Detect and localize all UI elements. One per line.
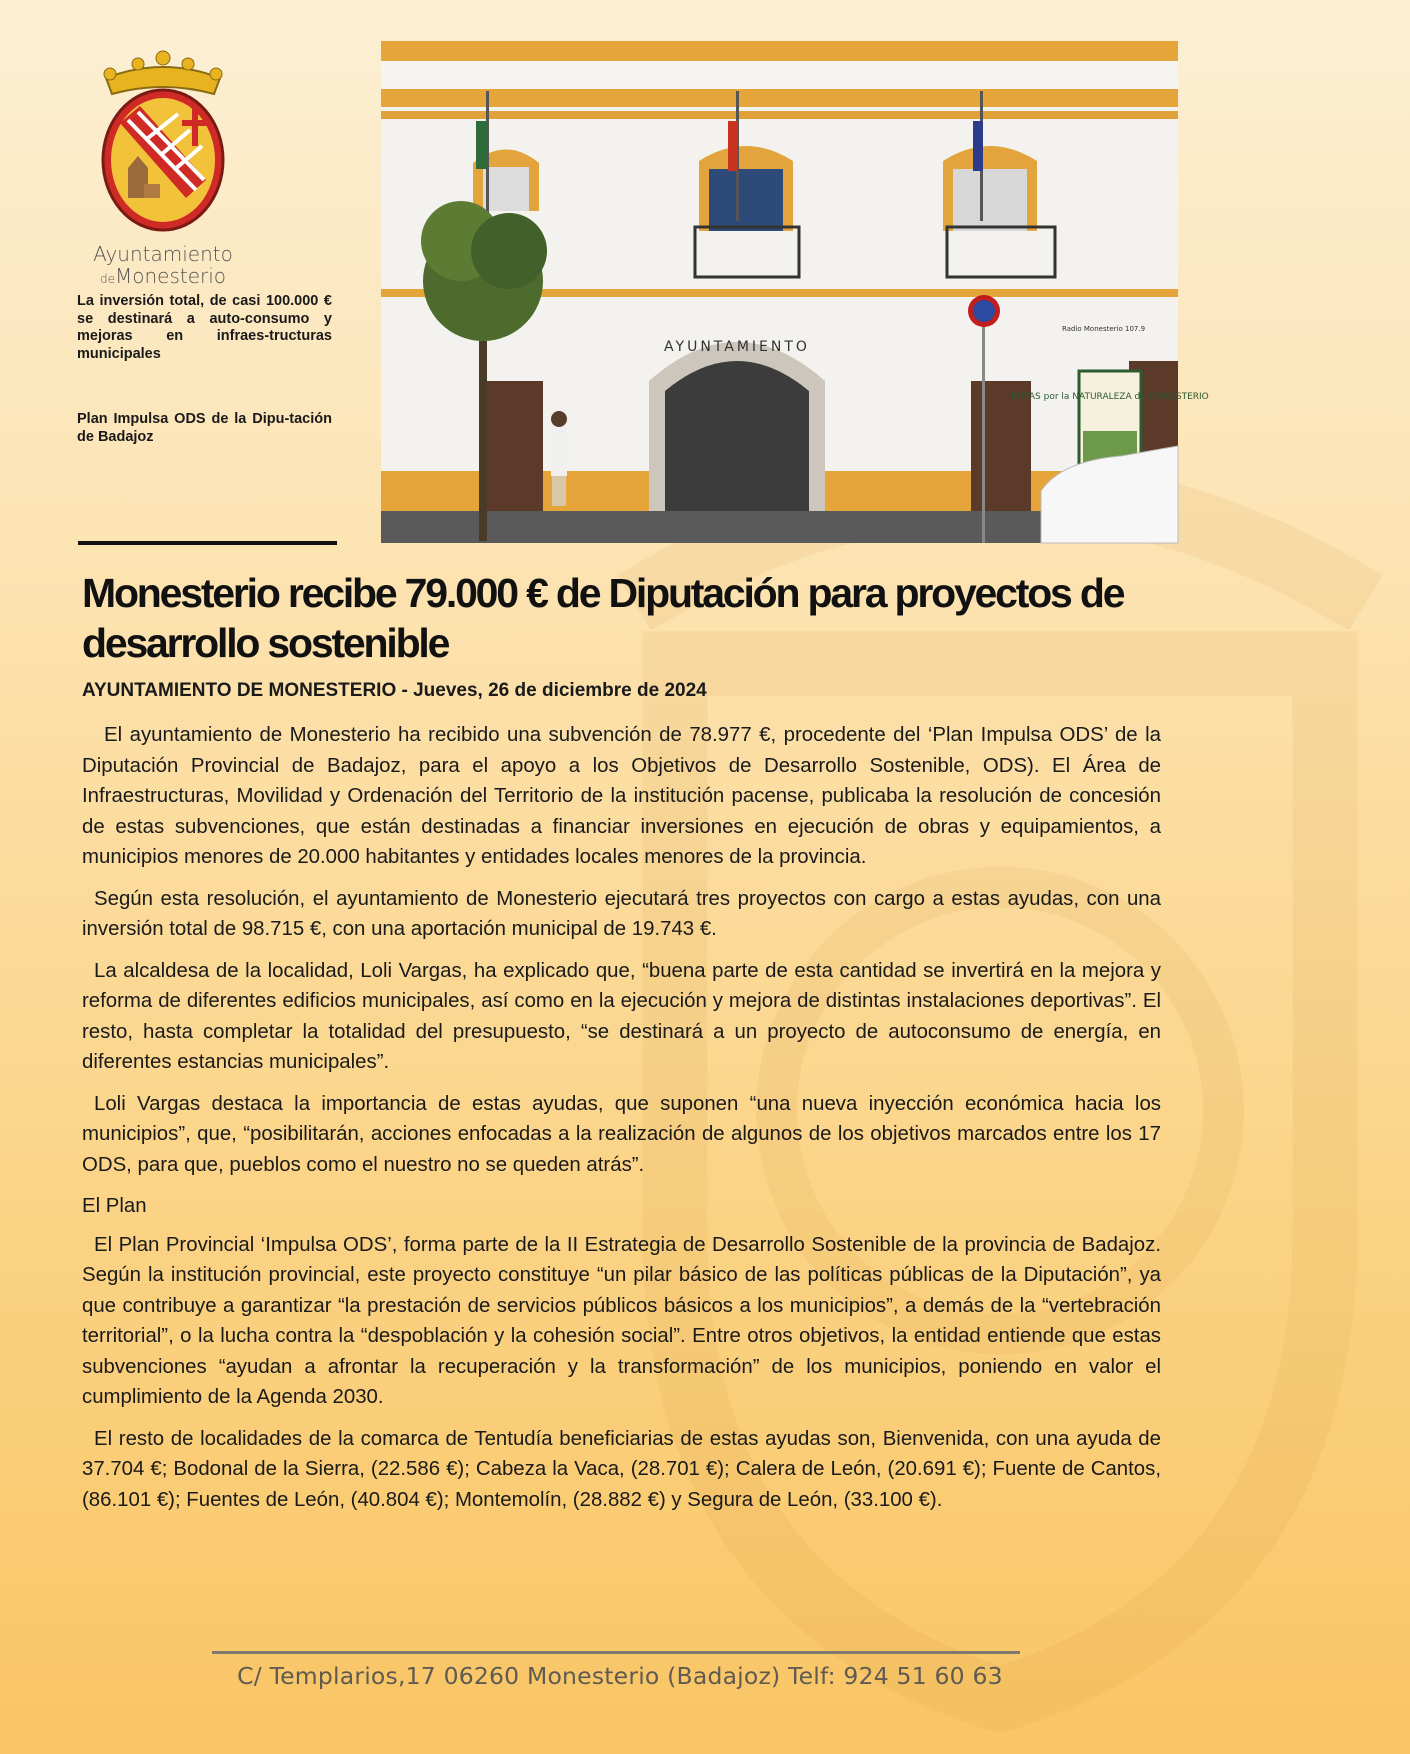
side-note-investment: La inversión total, de casi 100.000 € se destinará a auto-consumo y mejoras en infraes-tructuras municipales — [77, 293, 332, 362]
sign-text: RUTAS por la NATURALEZA de MONESTERIO — [1011, 392, 1209, 402]
municipality-logo — [88, 48, 238, 290]
paragraph: El Plan Provincial ‘Impulsa ODS’, forma parte de la II Estrategia de Desarrollo Sostenible de la provincia de Badajoz. Según la institución provincial, este proyecto constituye “un pilar básico de las políticas públicas de la Diputación”, ya que contribuye a garantizar “la prestación de servicios públicos básicos a los municipios”, a demás de la “vertebración territorial”, o la lucha contra la “despoblación y la cohesión social”. Entre otros objetivos, la entidad entiende que estas subvenciones “ayudan a afrontar la recuperación y la transformación” de los municipios, poniendo en valor el cumplimiento de la Agenda 2030. — [82, 1233, 1161, 1408]
logo-line2: deMonesterio — [99, 264, 227, 288]
logo-wordmark — [88, 243, 238, 290]
headline: Monesterio recibe 79.000 € de Diputación para proyectos de desarrollo sostenible — [82, 570, 1124, 666]
arch-inscription: AYUNTAMIENTO — [664, 339, 810, 355]
footer-divider — [212, 1651, 1020, 1654]
paragraph: El resto de localidades de la comarca de Tentudía beneficiarias de estas ayudas son, Bienvenida, con una ayuda de 37.704 €; Bodonal de la Sierra, (22.586 €); Cabeza la Vaca, (28.701 €); Calera de León, (20.691 €); Fuente de Cantos, (86.101 €); Fuentes de León, (40.804 €); Montemolín, (28.882 €) y Segura de León, (33.100 €). — [82, 1427, 1161, 1511]
byline: AYUNTAMIENTO DE MONESTERIO - Jueves, 26 de diciembre de 2024 — [82, 680, 707, 701]
article-body — [82, 720, 1161, 1526]
logo-line1: Ayuntamiento — [93, 242, 233, 266]
divider — [78, 541, 337, 545]
side-note-plan: Plan Impulsa ODS de la Dipu-tación de Badajoz — [77, 411, 332, 445]
section-subhead: El Plan — [82, 1195, 147, 1217]
footer-address: C/ Templarios,17 06260 Monesterio (Badajoz) Telf: 924 51 60 63 — [237, 1662, 1003, 1690]
coat-of-arms-icon — [88, 48, 238, 238]
paragraph: El ayuntamiento de Monesterio ha recibido una subvención de 78.977 €, procedente del ‘Plan Impulsa ODS’ de la Diputación Provincial de Badajoz, para el apoyo a los Objetivos de Desarrollo Sostenible, ODS). El Área de Infraestructuras, Movilidad y Ordenación del Territorio de la institución pacense, publicaba la resolución de concesión de estas subvenciones, que están destinadas a financiar inversiones en ejecución de obras y equipamientos, a municipios menores de 20.000 habitantes y entidades locales menores de la provincia. — [82, 724, 1161, 868]
paragraph: Según esta resolución, el ayuntamiento de Monesterio ejecutará tres proyectos con cargo a estas ayudas, con una inversión total de 98.715 €, con una aportación municipal de 19.743 €. — [82, 887, 1161, 940]
paragraph: Loli Vargas destaca la importancia de estas ayudas, que suponen “una nueva inyección económica hacia los municipios”, que, “posibilitarán, acciones enfocadas a la realización de algunos de los objetivos marcados entre los 17 ODS, para que, pueblos como el nuestro no se queden atrás”. — [82, 1092, 1161, 1176]
town-hall-photo — [381, 41, 1209, 543]
radio-label: Radio Monesterio 107.9 — [1062, 325, 1146, 333]
paragraph: La alcaldesa de la localidad, Loli Vargas, ha explicado que, “buena parte de esta cantidad se invertirá en la mejora y reforma de diferentes edificios municipales, así como en la ejecución y mejora de distintas instalaciones deportivas”. El resto, hasta completar la totalidad del presupuesto, “se destinará a un proyecto de autoconsumo de energía, en diferentes estancias municipales”. — [82, 959, 1161, 1073]
